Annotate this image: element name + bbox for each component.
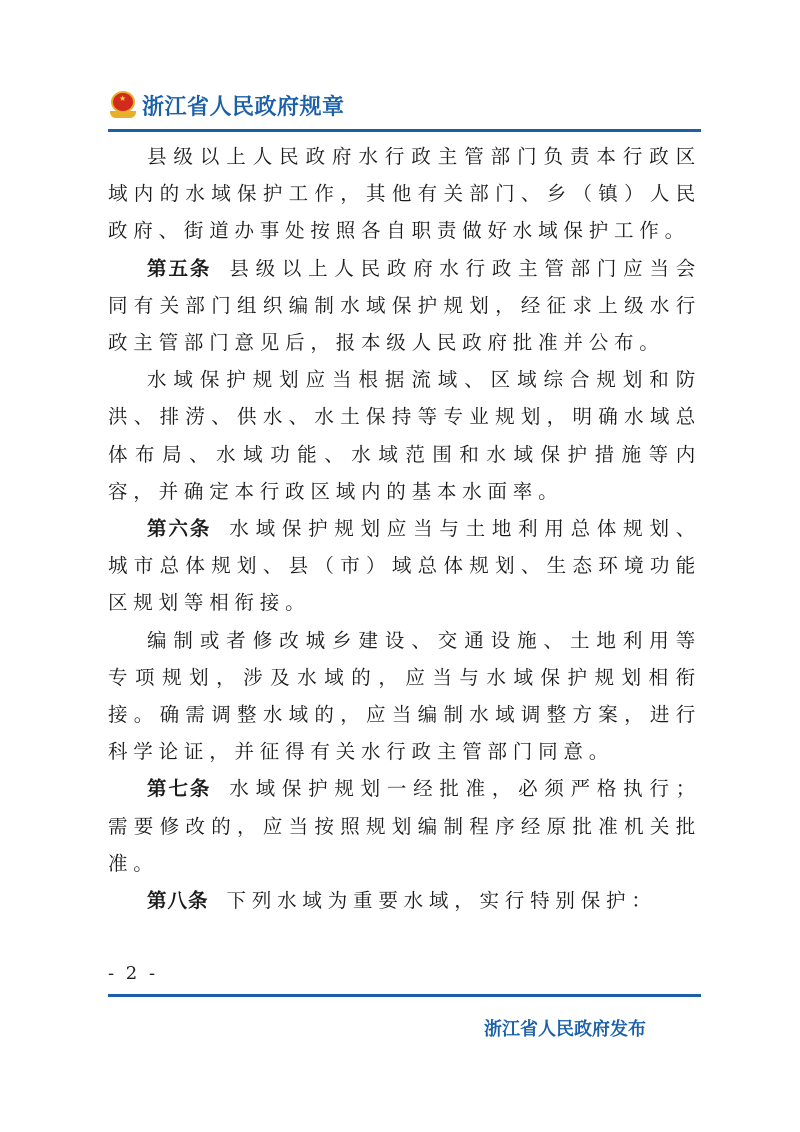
footer-divider bbox=[108, 994, 701, 997]
paragraph-text: 水域保护规划一经批准，必须严格执行；需要修改的，应当按照规划编制程序经原批准机关批准。 bbox=[108, 777, 701, 875]
paragraph-text: 下列水域为重要水域，实行特别保护： bbox=[226, 889, 657, 913]
paragraph-text: 编制或者修改城乡建设、交通设施、土地利用等专项规划，涉及水域的，应当与水域保护规划相衔接。确需调整水域的，应当编制水域调整方案，进行科学论证，并征得有关水行政主管部门同意。 bbox=[108, 628, 701, 764]
paragraph bbox=[108, 361, 701, 510]
header-title: 浙江省人民政府规章 bbox=[142, 94, 345, 120]
document-body bbox=[108, 138, 701, 919]
paragraph-article-5 bbox=[108, 250, 701, 362]
paragraph-text: 水域保护规划应当与土地利用总体规划、城市总体规划、县（市）域总体规划、生态环境功能区规划等相衔接。 bbox=[108, 517, 701, 615]
paragraph-article-6 bbox=[108, 510, 701, 622]
article-heading: 第六条 bbox=[147, 517, 212, 541]
paragraph bbox=[108, 138, 701, 250]
article-heading: 第五条 bbox=[147, 256, 212, 280]
paragraph-text: 水域保护规划应当根据流域、区域综合规划和防洪、排涝、供水、水土保持等专业规划，明确水域总体布局、水域功能、水域范围和水域保护措施等内容，并确定本行政区域内的基本水面率。 bbox=[108, 368, 701, 503]
paragraph-text: 县级以上人民政府水行政主管部门负责本行政区域内的水域保护工作，其他有关部门、乡（镇）人民政府、街道办事处按照各自职责做好水域保护工作。 bbox=[108, 145, 701, 243]
paragraph bbox=[108, 622, 701, 771]
publisher-label: 浙江省人民政府发布 bbox=[484, 1019, 646, 1040]
article-heading: 第八条 bbox=[147, 889, 209, 913]
page-number: - 2 - bbox=[108, 963, 159, 984]
article-heading: 第七条 bbox=[147, 777, 212, 801]
paragraph-article-7 bbox=[108, 770, 701, 882]
national-emblem-icon: ★ bbox=[108, 90, 138, 120]
paragraph-text: 县级以上人民政府水行政主管部门应当会同有关部门组织编制水域保护规划，经征求上级水行政主管部门意见后，报本级人民政府批准并公布。 bbox=[108, 256, 701, 355]
header-divider bbox=[108, 129, 701, 132]
paragraph-article-8 bbox=[108, 882, 701, 919]
document-header bbox=[108, 88, 345, 122]
